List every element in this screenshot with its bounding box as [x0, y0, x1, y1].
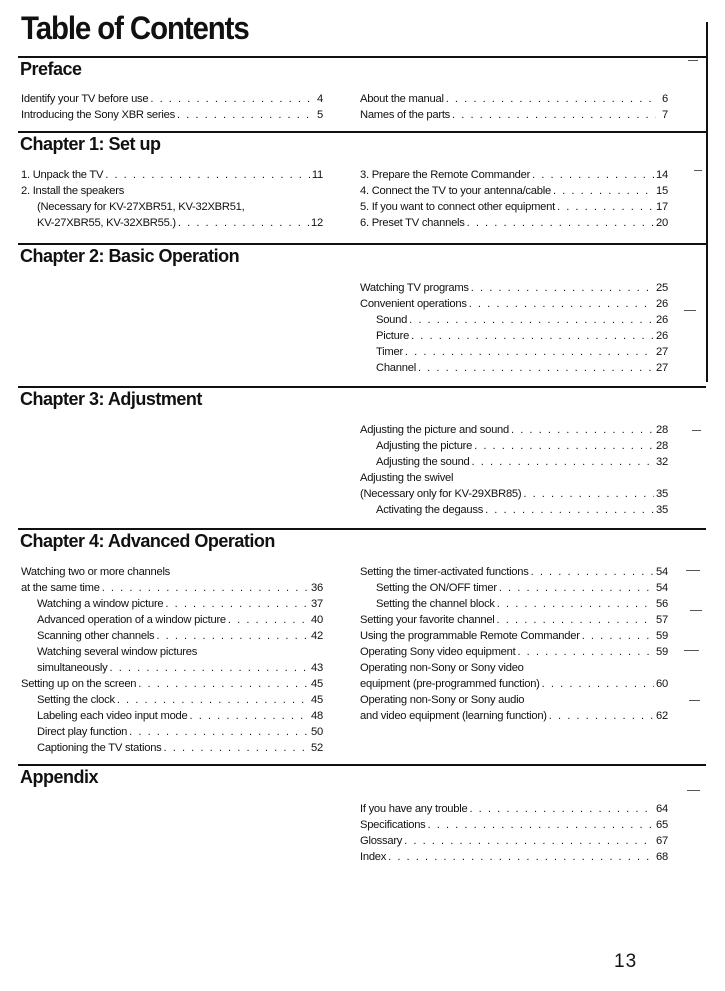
toc-entry-watching-two-channels[interactable]: Watching two or more channels [21, 566, 171, 578]
toc-entry-continuation[interactable]: and video equipment (learning function) . . . 62 [360, 708, 668, 724]
right-column [360, 167, 668, 231]
toc-entry-continuation[interactable]: KV-27XBR55, KV-32XBR55.) . . . 12 [21, 215, 323, 231]
section-divider [18, 56, 706, 58]
toc-entry-adjust-picture-sound[interactable]: Adjusting the picture and sound . . . 28 [360, 422, 668, 438]
toc-entry-preset-channels[interactable]: 6. Preset TV channels . . . 20 [360, 215, 668, 231]
toc-entry-setting-up-screen[interactable]: Setting up on the screen . . . 45 [21, 676, 323, 692]
toc-entry-remote-commander[interactable]: 3. Prepare the Remote Commander . . . 14 [360, 167, 668, 183]
toc-entry-non-sony-audio[interactable]: Operating non-Sony or Sony audio [360, 694, 525, 706]
section-appendix [18, 764, 706, 874]
toc-entry-connect-equipment[interactable]: 5. If you want to connect other equipment . . . 17 [360, 199, 668, 215]
section-divider [18, 243, 706, 245]
toc-entry-picture[interactable]: Picture . . . 26 [360, 328, 668, 344]
page-title: Table of Contents [21, 10, 249, 46]
section-heading: Appendix [20, 767, 99, 787]
toc-entry-specifications[interactable]: Specifications . . . 65 [360, 817, 668, 833]
section-chapter-3 [18, 386, 706, 521]
section-preface [18, 56, 706, 126]
right-column [360, 280, 668, 376]
toc-entry-scanning-channels[interactable]: Scanning other channels . . . 42 [21, 628, 323, 644]
toc-entry-timer[interactable]: Timer . . . 27 [360, 344, 668, 360]
toc-entry-setting-clock[interactable]: Setting the clock . . . 45 [21, 692, 323, 708]
toc-entry-degauss[interactable]: Activating the degauss . . . 35 [360, 502, 668, 518]
toc-entry-adjust-picture[interactable]: Adjusting the picture . . . 28 [360, 438, 668, 454]
toc-entry-identify-tv[interactable]: Identify your TV before use . . . 4 [21, 91, 323, 107]
toc-entry-connect-antenna[interactable]: 4. Connect the TV to your antenna/cable . . . 15 [360, 183, 668, 199]
section-heading: Chapter 3: Adjustment [20, 389, 202, 409]
toc-entry-introducing-xbr[interactable]: Introducing the Sony XBR series . . . 5 [21, 107, 323, 123]
toc-entry-names-of-parts[interactable]: Names of the parts . . . 7 [360, 107, 668, 123]
toc-entry-programmable-remote[interactable]: Using the programmable Remote Commander . . . 59 [360, 628, 668, 644]
left-column [21, 167, 323, 231]
toc-entry-window-picture[interactable]: Watching a window picture . . . 37 [21, 596, 323, 612]
left-column [21, 564, 323, 756]
section-divider [18, 386, 706, 388]
section-heading: Chapter 2: Basic Operation [20, 246, 240, 266]
toc-entry-sony-video[interactable]: Operating Sony video equipment . . . 59 [360, 644, 668, 660]
section-chapter-4 [18, 528, 706, 758]
toc-entry-unpack-tv[interactable]: 1. Unpack the TV . . . 11 [21, 167, 323, 183]
right-column [360, 91, 668, 123]
toc-entry-convenient-operations[interactable]: Convenient operations . . . 26 [360, 296, 668, 312]
section-divider [18, 528, 706, 530]
left-column [21, 91, 323, 123]
section-chapter-2 [18, 243, 706, 378]
toc-entry-continuation[interactable]: simultaneously . . . 43 [21, 660, 323, 676]
toc-entry-glossary[interactable]: Glossary . . . 67 [360, 833, 668, 849]
section-divider [18, 131, 706, 133]
section-heading: Chapter 4: Advanced Operation [20, 531, 275, 551]
toc-entry-continuation[interactable]: at the same time . . . 36 [21, 580, 323, 596]
toc-entry-index[interactable]: Index . . . 68 [360, 849, 668, 865]
toc-entry-sound[interactable]: Sound . . . 26 [360, 312, 668, 328]
toc-entry-channel-block[interactable]: Setting the channel block . . . 56 [360, 596, 668, 612]
toc-entry-on-off-timer[interactable]: Setting the ON/OFF timer . . . 54 [360, 580, 668, 596]
section-divider [18, 764, 706, 766]
toc-entry-favorite-channel[interactable]: Setting your favorite channel . . . 57 [360, 612, 668, 628]
toc-entry-direct-play[interactable]: Direct play function . . . 50 [21, 724, 323, 740]
toc-entry-trouble[interactable]: If you have any trouble . . . 64 [360, 801, 668, 817]
toc-entry-continuation[interactable]: (Necessary only for KV-29XBR85) . . . 35 [360, 486, 668, 502]
right-column [360, 422, 668, 518]
toc-entry-continuation: (Necessary for KV-27XBR51, KV-32XBR51, [37, 201, 245, 213]
toc-entry-about-manual[interactable]: About the manual . . . 6 [360, 91, 668, 107]
toc-entry-captioning[interactable]: Captioning the TV stations . . . 52 [21, 740, 323, 756]
toc-entry-advanced-window[interactable]: Advanced operation of a window picture . . . 40 [21, 612, 323, 628]
toc-entry-adjust-swivel[interactable]: Adjusting the swivel [360, 472, 454, 484]
toc-entry-install-speakers[interactable]: 2. Install the speakers [21, 185, 125, 197]
section-heading: Chapter 1: Set up [20, 134, 161, 154]
toc-entry-labeling-input[interactable]: Labeling each video input mode . . . 48 [21, 708, 323, 724]
toc-entry-timer-functions[interactable]: Setting the timer-activated functions . . . 54 [360, 564, 668, 580]
toc-entry-adjust-sound[interactable]: Adjusting the sound . . . 32 [360, 454, 668, 470]
toc-entry-watching-tv[interactable]: Watching TV programs . . . 25 [360, 280, 668, 296]
toc-entry-non-sony-video[interactable]: Operating non-Sony or Sony video [360, 662, 524, 674]
toc-entry-continuation[interactable]: equipment (pre-programmed function) . . . 60 [360, 676, 668, 692]
right-column [360, 801, 668, 865]
scan-artifacts [680, 50, 720, 850]
toc-entry-several-windows[interactable]: Watching several window pictures [37, 646, 198, 658]
section-heading: Preface [20, 59, 82, 79]
section-chapter-1 [18, 131, 706, 236]
right-column [360, 564, 668, 724]
toc-entry-channel[interactable]: Channel . . . 27 [360, 360, 668, 376]
page-number: 13 [614, 951, 638, 972]
